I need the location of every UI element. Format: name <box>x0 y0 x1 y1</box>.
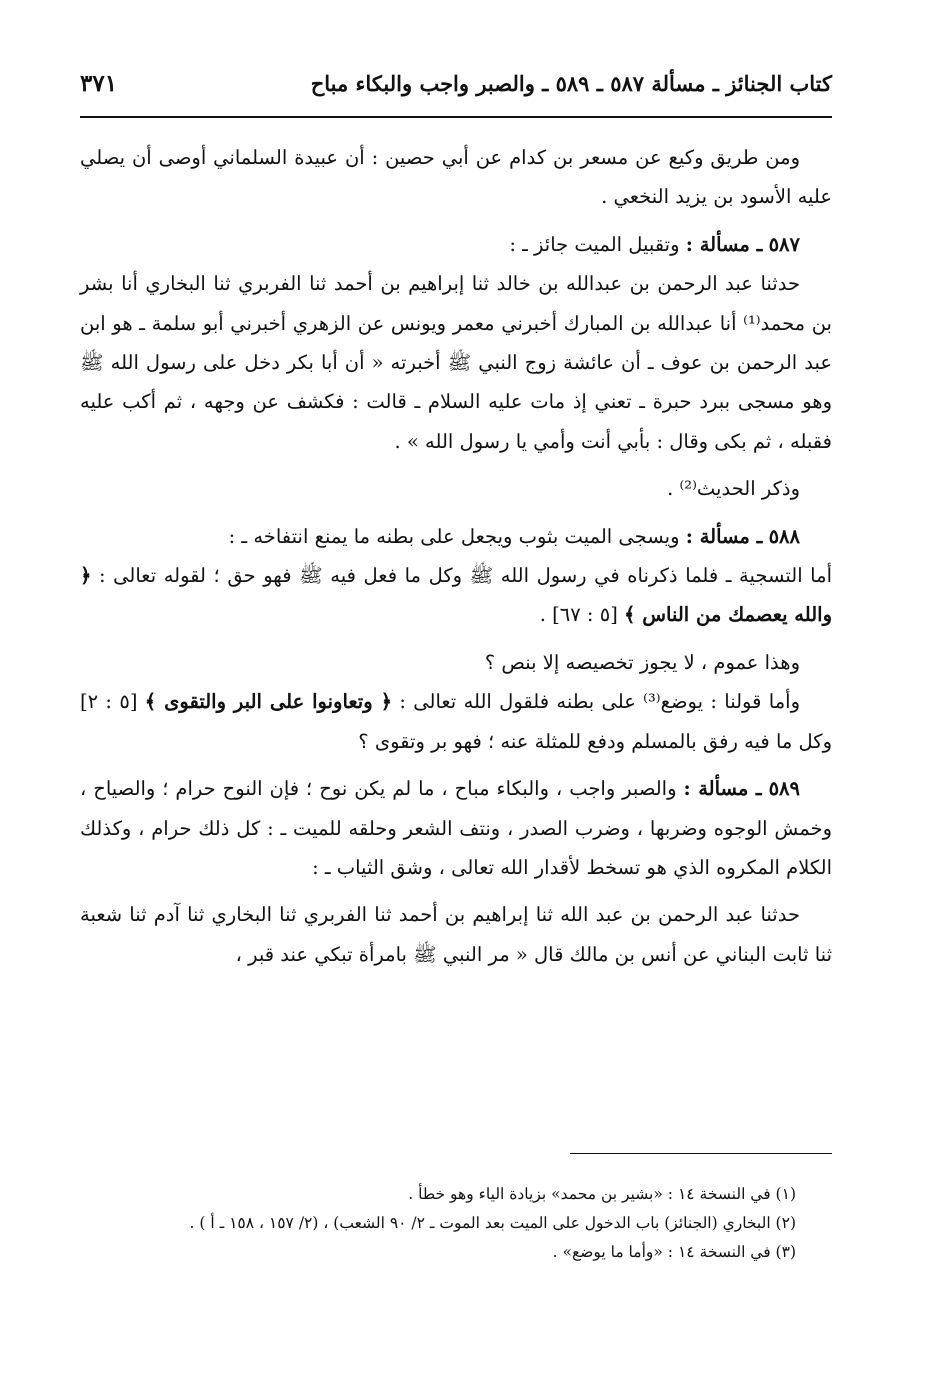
issue-588-heading <box>80 517 832 556</box>
header-rule <box>80 116 832 118</box>
paragraph-hadith-kissing: حدثنا عبد الرحمن بن عبدالله بن خالد ثنا إبراهيم بن أحمد ثنا الفربري ثنا البخاري أنا بشر بن محمد⁽¹⁾ أنا عبدالله بن المبارك أخبرني معمر ويونس عن الزهري أخبرني أبو سلمة ـ هو ابن عبد الرحمن بن عوف ـ أن عائشة زوج النبي ﷺ أخبرته « أن أبا بكر دخل على رسول الله ﷺ وهو مسجى ببرد حبرة ـ تعني إذ مات عليه السلام ـ قالت : فكشف عن وجهه ، ثم أكب عليه فقبله ، ثم بكى وقال : بأبي أنت وأمي يا رسول الله » . <box>80 272 832 453</box>
paragraph-tasjiya <box>80 556 832 635</box>
paragraph-text: وأما قولنا : يوضع⁽³⁾ على بطنه فلقول الله تعالى : <box>392 690 800 714</box>
paragraph-hadith-reference: وذكر الحديث⁽²⁾ . <box>667 477 800 501</box>
page-number: ٣٧١ <box>80 69 118 97</box>
paragraph-ubayda-will: ومن طريق وكيع عن مسعر بن كدام عن أبي حصين : أن عبيدة السلماني أوصى أن يصلي عليه الأسود بن يزيد النخعي . <box>80 146 832 209</box>
paragraph-hadith-anas: حدثنا عبد الرحمن بن عبد الله ثنا إبراهيم بن أحمد ثنا الفربري ثنا البخاري ثنا آدم ثنا شعبة ثنا ثابت البناني عن أنس بن مالك قال « مر النبي ﷺ بامرأة تبكي عند قبر ، <box>80 903 832 966</box>
issue-text: والصبر واجب ، والبكاء مباح ، ما لم يكن نوح ؛ فإن النوح حرام ؛ والصياح ، وخمش الوجوه وضربها ، وضرب الصدر ، ونتف الشعر وحلقه للميت ـ : كل ذلك حرام ، وكذلك الكلام المكروه الذي هو تسخط لأقدار الله تعالى ، وشق الثياب ـ : <box>80 777 832 879</box>
quran-verse: ﴿ والله يعصمك من الناس ﴾ <box>80 564 832 627</box>
issue-number: ٥٨٧ <box>768 232 800 256</box>
issue-label: ـ مسألة : <box>683 777 762 801</box>
issue-589-heading <box>80 769 832 887</box>
page-header <box>80 58 832 108</box>
footnote-2: (٢) البخاري (الجنائز) باب الدخول على الميت بعد الموت ـ ٢/ ٩٠ الشعب) ، (٢/ ١٥٧ ، ١٥٨ ـ أ ) . <box>189 1214 796 1232</box>
issue-number: ٥٨٨ <box>768 524 800 548</box>
issue-number: ٥٨٩ <box>768 777 800 801</box>
paragraph-placing-on-belly <box>80 682 832 761</box>
issue-label: ـ مسألة : <box>685 232 763 256</box>
issue-587-heading <box>80 225 832 264</box>
footnote-rule <box>570 1153 832 1154</box>
paragraph-text: أما التسجية ـ فلما ذكرناه في رسول الله ﷺ وكل ما فعل فيه ﷺ فهو حق ؛ لقوله تعالى : <box>91 564 832 588</box>
issue-text: ويسجى الميت بثوب ويجعل على بطنه ما يمنع انتفاخه ـ : <box>228 524 686 548</box>
footnotes <box>80 1180 832 1267</box>
issue-text: وتقبيل الميت جائز ـ : <box>509 232 686 256</box>
issue-label: ـ مسألة : <box>685 524 763 548</box>
running-title: كتاب الجنائز ـ مسألة ٥٨٧ ـ ٥٨٩ ـ والصبر واجب والبكاء مباح <box>310 70 832 96</box>
footnote-1: (١) في النسخة ١٤ : «بشير بن محمد» بزيادة الياء وهو خطأ . <box>408 1185 796 1203</box>
quran-verse: ﴿ وتعاونوا على البر والتقوى ﴾ <box>144 690 393 714</box>
main-text <box>80 138 832 974</box>
paragraph-generality: وهذا عموم ، لا يجوز تخصيصه إلا بنص ؟ <box>484 650 800 674</box>
verse-reference: [٥ : ٦٧] . <box>539 603 624 627</box>
footnote-3: (٣) في النسخة ١٤ : «وأما ما يوضع» . <box>552 1243 796 1261</box>
verse-reference: [٥ : ٢] وكل ما فيه رفق بالمسلم ودفع للمثلة عنه ؛ فهو بر وتقوى ؟ <box>80 690 832 753</box>
